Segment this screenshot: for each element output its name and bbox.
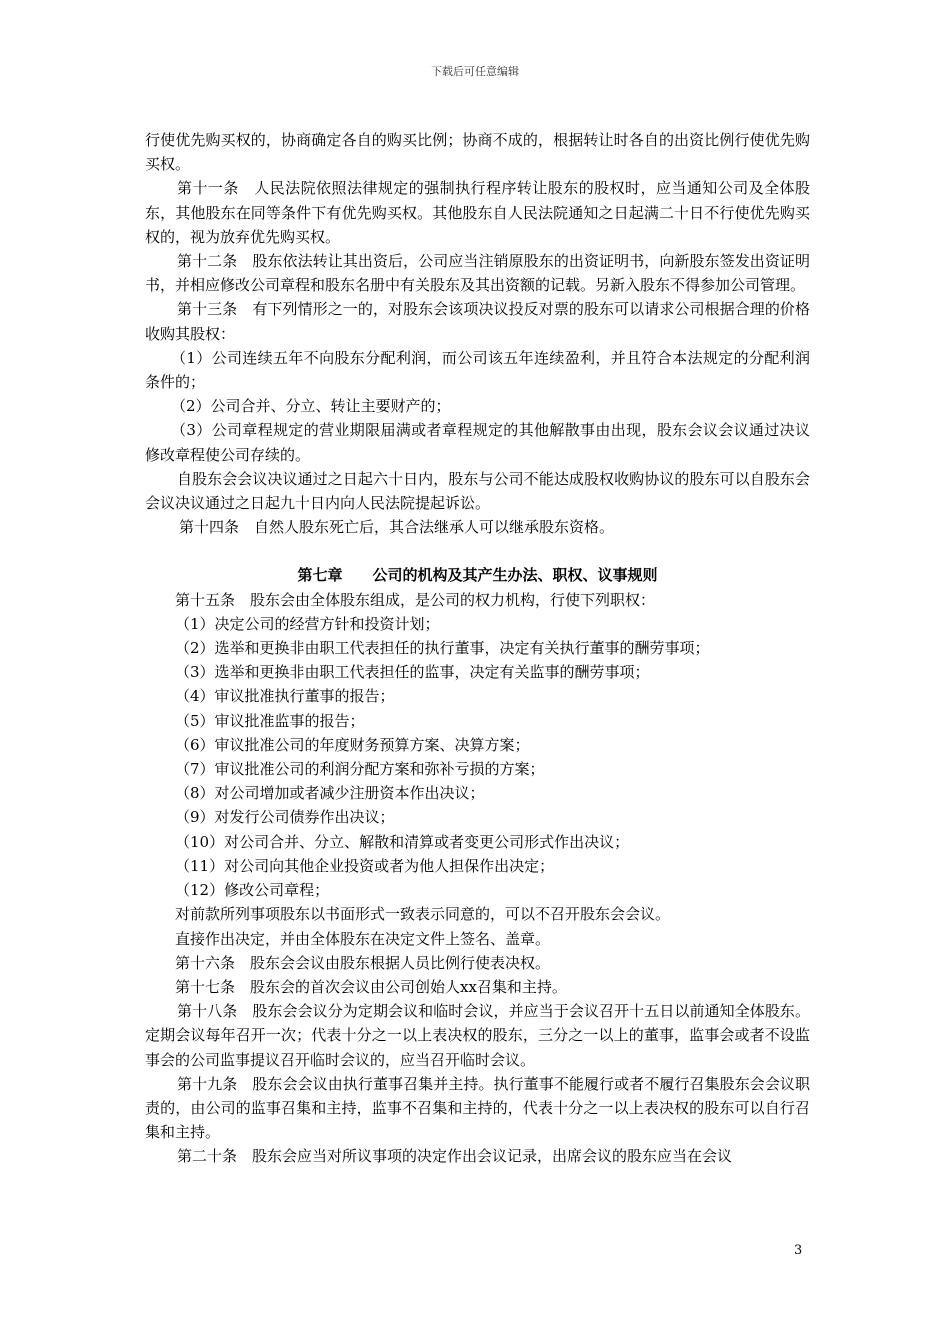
article-13: 第十三条 有下列情形之一的，对股东会该项决议投反对票的股东可以请求公司根据合理的价格收购其股权： (145, 300, 810, 343)
list-item: （3）公司章程规定的营业期限届满或者章程规定的其他解散事由出现，股东会议会议通过决议修改章程使公司存续的。 (145, 421, 810, 464)
page-number: 3 (794, 1243, 803, 1258)
list-item: （1）公司连续五年不向股东分配利润，而公司该五年连续盈利，并且符合本法规定的分配利润条件的； (145, 348, 810, 392)
article-15: 第十五条 股东会由全体股东组成，是公司的权力机构，行使下列职权： (175, 590, 656, 609)
list-item: （3）选举和更换非由职工代表担任的监事，决定有关监事的酬劳事项； (175, 663, 650, 682)
list-item: （2）公司合并、分立、转让主要财产的； (171, 397, 451, 416)
paragraph: 自股东会会议决议通过之日起六十日内，股东与公司不能达成股权收购协议的股东可以自股东会会议决议通过之日起九十日内向人民法院提起诉讼。 (145, 469, 810, 513)
paragraph: 行使优先购买权的，协商确定各自的购买比例；协商不成的，根据转让时各自的出资比例行使优先购买权。 (145, 131, 810, 174)
paragraph: 对前款所列事项股东以书面形式一致表示同意的，可以不召开股东会会议。 (175, 905, 671, 924)
list-item: （2）选举和更换非由职工代表担任的执行董事，决定有关执行董事的酬劳事项； (175, 639, 710, 658)
article-16: 第十六条 股东会会议由股东根据人员比例行使表决权。 (175, 953, 551, 972)
list-item: （7）审议批准公司的利润分配方案和弥补亏损的方案； (175, 760, 545, 779)
article-17: 第十七条 股东会的首次会议由公司创始人xx召集和主持。 (175, 977, 567, 996)
list-item: （8）对公司增加或者减少注册资本作出决议； (175, 784, 485, 803)
article-20: 第二十条 股东会应当对所议事项的决定作出会议记录，出席会议的股东应当在会议 (177, 1147, 733, 1166)
list-item: （1）决定公司的经营方针和投资计划； (175, 614, 440, 633)
document-body (145, 128, 810, 1169)
chapter-title: 第七章 公司的机构及其产生办法、职权、议事规则 (297, 566, 658, 585)
list-item: （5）审议批准监事的报告； (175, 711, 365, 730)
list-item: （9）对发行公司债券作出决议； (175, 808, 395, 827)
paragraph: 直接作出决定，并由全体股东在决定文件上签名、盖章。 (175, 929, 551, 948)
article-14: 第十四条 自然人股东死亡后，其合法继承人可以继承股东资格。 (179, 518, 615, 537)
article-18: 第十八条 股东会会议分为定期会议和临时会议，并应当于会议召开十五日以前通知全体股东。定期会议每年召开一次；代表十分之一以上表决权的股东，三分之一以上的董事，监事会或者不设监事会的公司监事提议召开临时会议的，应当召开临时会议。 (145, 1002, 810, 1069)
article-12: 第十二条 股东依法转让其出资后，公司应当注销原股东的出资证明书，向新股东签发出资证明书，并相应修改公司章程和股东名册中有关股东及其出资额的记载。另新入股东不得参加公司管理。 (145, 252, 810, 295)
article-19: 第十九条 股东会会议由执行董事召集并主持。执行董事不能履行或者不履行召集股东会会议职责的，由公司的监事召集和主持，监事不召集和主持的，代表十分之一以上表决权的股东可以自行召集和主持。 (145, 1074, 810, 1142)
list-item: （10）对公司合并、分立、解散和清算或者变更公司形式作出决议； (175, 832, 630, 851)
list-item: （6）审议批准公司的年度财务预算方案、决算方案； (175, 735, 530, 754)
page-header: 下载后可任意编辑 (431, 65, 519, 78)
list-item: （4）审议批准执行董事的报告； (175, 687, 395, 706)
article-11: 第十一条 人民法院依照法律规定的强制执行程序转让股东的股权时，应当通知公司及全体股东，其他股东在同等条件下有优先购买权。其他股东自人民法院通知之日起满二十日不行使优先购买权的，视为放弃优先购买权。 (145, 179, 810, 246)
list-item: （12）修改公司章程； (175, 881, 330, 900)
list-item: （11）对公司向其他企业投资或者为他人担保作出决定； (175, 856, 555, 875)
